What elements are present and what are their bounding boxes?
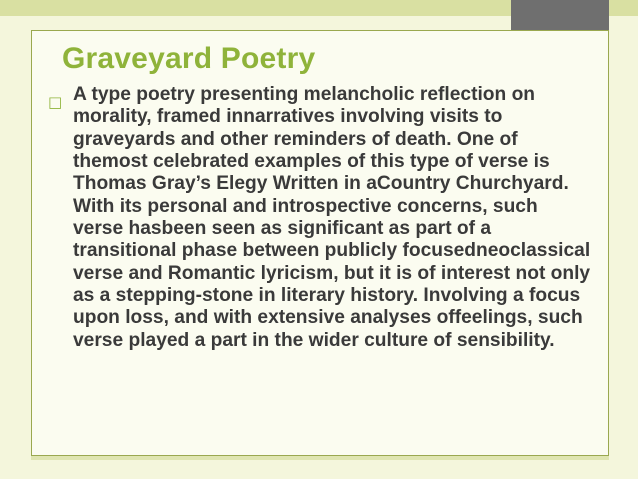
bullet-text: A type poetry presenting melancholic reflection on morality, framed innarratives involving visits to graveyards and other reminders of death. One of themost celebrated examples of this type of verse is Thomas Gray’s Elegy Written in aCountry Churchyard. With its personal and introspective concerns, such verse hasbeen seen as significant as part of a transitional phase between publicly focusedneoclassical verse and Romantic lyricism, but it is of interest not only as a stepping-stone in literary history. Involving a focus upon loss, and with extensive analyses offeelings, such verse played a part in the wider culture of sensibility. — [73, 84, 591, 351]
frame-bottom-strip — [31, 456, 609, 460]
corner-decoration — [511, 0, 609, 30]
slide-title: Graveyard Poetry — [62, 42, 316, 75]
square-bullet-icon: □ — [48, 93, 63, 111]
